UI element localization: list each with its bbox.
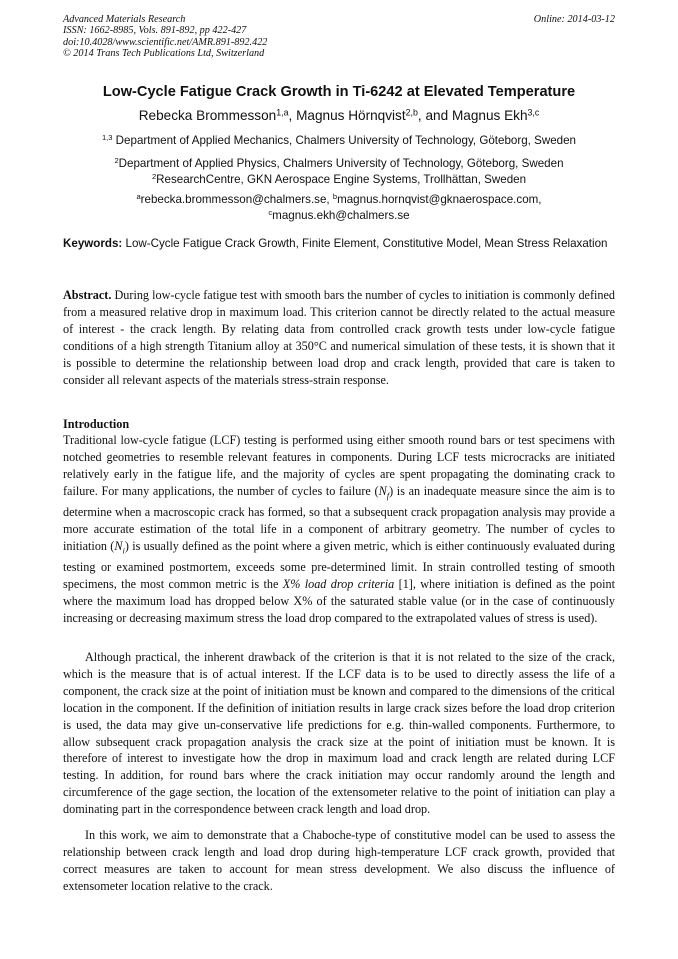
email-link[interactable]: magnus.ekh@chalmers.se xyxy=(272,209,410,222)
abstract-label: Abstract. xyxy=(63,288,112,302)
affiliation-sup: 2 xyxy=(151,172,157,182)
doi: doi:10.4028/www.scientific.net/AMR.891-892.422 xyxy=(63,36,268,48)
keywords xyxy=(63,235,615,253)
author-name: Magnus Ekh xyxy=(451,108,528,123)
math-symbol: N xyxy=(378,483,387,498)
paragraph-text: Traditional low-cycle fatigue (LCF) testing is performed using either smooth round bars or test specimens with notched geometries to resemble relevant features in components. During LCF tests microcracks are initiated relatively early in the fatigue life, and the majority of cycles are spent propagating the dominating crack to failure. For many applications, the number of cycles to failure ( xyxy=(63,433,615,498)
paragraph-text: [1], where initiation is defined as the point where the maximum load has dropped below X% of the saturated stable value (or in the case of continuously increasing or decreasing maximum stress the load drop compared to the extrapolated values of stress is used). xyxy=(63,577,615,625)
affiliation-text: Department of Applied Physics, Chalmers University of Technology, Göteborg, Sweden xyxy=(118,157,564,170)
author-sup: 2,b xyxy=(405,107,418,118)
email-line-2 xyxy=(63,209,615,222)
journal-name: Advanced Materials Research xyxy=(63,14,186,25)
email-link[interactable]: rebecka.brommesson@chalmers.se, xyxy=(140,193,333,206)
author-sup: 3,c xyxy=(527,107,540,118)
section-heading: Introduction xyxy=(63,417,130,431)
email-link[interactable]: magnus.hornqvist@gknaerospace.com, xyxy=(337,193,542,206)
affiliation-sup: 2 xyxy=(114,156,119,166)
journal-header xyxy=(63,14,615,60)
affiliation-text: Department of Applied Mechanics, Chalmers University of Technology, Göteborg, Sweden xyxy=(112,134,577,147)
abstract-text: During low-cycle fatigue test with smooth bars the number of cycles to initiation is commonly defined from a measured relative drop in maximum load. This criterion cannot be directly related to the actual measure of interest - the crack length. By relating data from controlled crack growth tests under low-cycle fatigue conditions of a high strength Titanium alloy at 350°C and numerical simulation of these tests, it is shown that it is possible to determine the relationship between load drop and crack length, provided that care is taken to consider all relevant aspects of the materials stress-strain response. xyxy=(63,288,615,387)
email-sup: b xyxy=(332,192,338,202)
affiliation-sup: 1,3 xyxy=(101,133,113,143)
math-subscript: i xyxy=(122,545,125,556)
math-subscript: f xyxy=(386,490,390,501)
author-sep: , xyxy=(288,108,297,123)
author-list xyxy=(63,108,615,123)
paper-title: Low-Cycle Fatigue Crack Growth in Ti-6242 at Elevated Temperature xyxy=(102,84,576,100)
affiliation-text: ResearchCentre, GKN Aerospace Engine Systems, Trollhättan, Sweden xyxy=(156,173,527,186)
intro-paragraph-2: Although practical, the inherent drawback of the criterion is that it is not related to the size of the crack, which is the measure that is of actual interest. If the LCF data is to be used to directly assess the life of a component, the crack size at the point of initiation must be known and compared to the dimensions of the critical location in the component. If the definition of initiation results in large crack sizes before the load drop criterion is used, the data may give un-conservative life predictions for e.g. thin-walled components. Furthermore, to allow subsequent crack propagation analysis the crack size at the point of initiation must be known. It is therefore of interest to investigate how the drop in maximum load and crack length are related during LCF testing. In addition, for round bars where the crack initiation may occur randomly around the length and circumference of the gage section, the location of the extensometer relative to the point of initiation can play a dominating part in the correspondence between crack length and load drop. xyxy=(63,650,615,817)
paragraph-text: ) is usually defined as the point where a given metric, which is either continuously evaluated during testing or examined postmortem, exceeds some pre-determined limit. In strain controlled testing of smooth specimens, the most common metric is the xyxy=(63,538,615,592)
paragraph-text: ) is an inadequate measure since the aim is to determine when a macroscopic crack has formed, so that a subsequent crack propagation analysis may provide a more accurate estimation of the total life in a component of arbitrary geometry. The number of cycles to initiation ( xyxy=(63,483,615,553)
copyright: © 2014 Trans Tech Publications Ltd, Switzerland xyxy=(63,48,265,60)
author-name: Magnus Hörnqvist xyxy=(296,108,406,123)
emphasis-term: X% load drop criteria xyxy=(282,577,395,592)
keywords-text: Low-Cycle Fatigue Crack Growth, Finite Element, Constitutive Model, Mean Stress Relaxation xyxy=(122,237,608,250)
email-sup: a xyxy=(136,192,141,202)
keywords-label: Keywords: xyxy=(63,237,123,250)
intro-paragraph-3: In this work, we aim to demonstrate that a Chaboche-type of constitutive model can be used to assess the relationship between crack length and load drop during high-temperature LCF crack growth, provided that correct measures are taken to account for mean stress development. We also discuss the influence of extensometer location relative to the crack. xyxy=(63,828,615,893)
affiliation-1 xyxy=(63,134,615,147)
abstract xyxy=(63,287,615,388)
email-line-1 xyxy=(63,193,615,206)
author-sep: , and xyxy=(417,108,452,123)
issn: ISSN: 1662-8985, Vols. 891-892, pp 422-427 xyxy=(63,25,247,37)
math-symbol: N xyxy=(114,538,123,553)
intro-paragraph-1 xyxy=(63,432,615,627)
affiliation-3 xyxy=(63,173,615,186)
author-sup: 1,a xyxy=(276,107,289,118)
affiliation-2 xyxy=(63,157,615,170)
online-date: Online: 2014-03-12 xyxy=(533,14,615,25)
author-name: Rebecka Brommesson xyxy=(138,108,277,123)
email-sup: c xyxy=(268,208,273,218)
